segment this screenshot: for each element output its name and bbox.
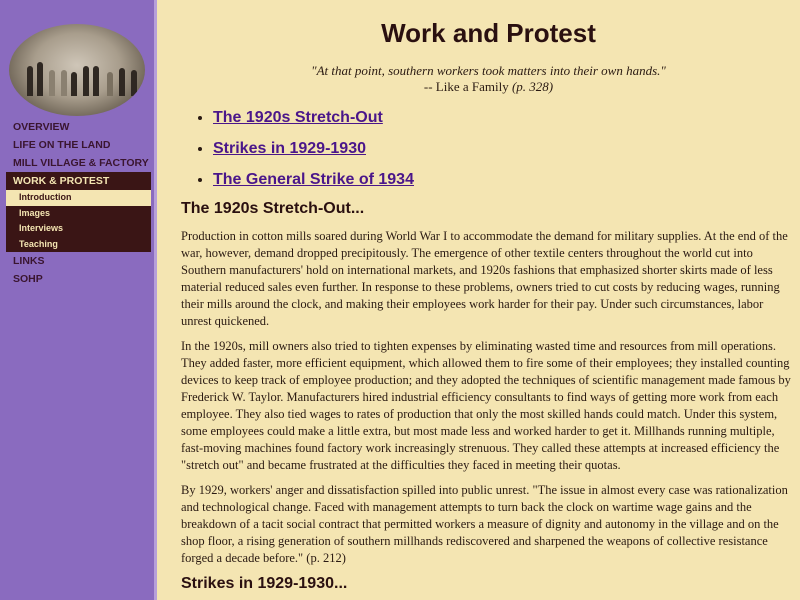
subnav-teaching[interactable]: Teaching: [19, 238, 58, 249]
nav-overview[interactable]: OVERVIEW: [13, 121, 70, 133]
epigraph-source: -- Like a Family: [423, 79, 509, 94]
section-links: [181, 109, 796, 189]
epigraph: [181, 63, 796, 95]
nav-sohp[interactable]: SOHP: [13, 273, 43, 285]
sidebar: [0, 0, 157, 600]
link-strikes-1929[interactable]: Strikes in 1929-1930: [213, 140, 366, 157]
epigraph-quote: "At that point, southern workers took matters into their own hands.": [311, 63, 666, 78]
subnav-interviews[interactable]: Interviews: [19, 223, 64, 233]
nav-life-on-the-land[interactable]: LIFE ON THE LAND: [13, 139, 111, 151]
subnav-images[interactable]: Images: [19, 207, 51, 218]
paragraph: Production in cotton mills soared during World War I to accommodate the demand for military supplies. At the end of the war, however, demand dropped precipitously. The emergence of other textile centers throughout the world cut into Southern manufacturers' hold on international markets, and 1920s fashions that emphasized shorter skirts made of less material reduced sales even further. In response to these problems, owners tried to cut costs by reducing wages, running their mills around the clock, and making their employees work harder for their pay. Under such circumstances, labor unrest quickened.: [181, 229, 788, 328]
link-stretch-out[interactable]: The 1920s Stretch-Out: [213, 109, 383, 126]
nav-mill-village-factory[interactable]: MILL VILLAGE & FACTORY: [13, 157, 149, 169]
subnav: [6, 190, 151, 252]
main-content: [181, 0, 796, 593]
paragraph: By 1929, workers' anger and dissatisfaction spilled into public unrest. "The issue in almost every case was rationalization and technological change. Faced with management attempts to turn back the clock on wartime wage gains and the breakdown of a tacit social contract that permitted workers a measure of dignity and autonomy in the village and on the shop floor, a rising generation of southern millhands rediscovered and sharpened the weapons of collective resistance forged a decade before." (p. 212): [181, 483, 788, 565]
nav-work-protest[interactable]: WORK & PROTEST: [6, 172, 151, 190]
site-nav: [6, 118, 151, 288]
mill-workers-photo: [9, 24, 145, 116]
epigraph-page: (p. 328): [511, 79, 554, 94]
nav-links[interactable]: LINKS: [13, 255, 45, 267]
section-heading: Strikes in 1929-1930...: [181, 575, 348, 592]
link-general-strike[interactable]: The General Strike of 1934: [213, 171, 414, 188]
paragraph: In the 1920s, mill owners also tried to tighten expenses by eliminating wasted time and resources from mill operations. They added faster, more efficient equipment, which allowed them to fire some of their employees; they installed counting devices to keep track of employee production; and they adopted the techniques of scientific management made famous by Frederick W. Taylor. Manufacturers hired industrial efficiency consultants to find ways of getting more work from each employee. They also tied wages to rates of production that only the most skilled hands could match. Under this system, some employees could make a little extra, but most made less and worked harder to get it. Millhands running multiple, fast-moving machines found factory work increasingly strenuous. They called these attempts at increased efficiency the "stretch out" and became frustrated at the difficulties they faced in meeting their quotas.: [181, 339, 791, 472]
section-heading: The 1920s Stretch-Out...: [181, 200, 365, 217]
page-title: Work and Protest: [381, 18, 596, 48]
subnav-introduction[interactable]: Introduction: [6, 190, 151, 206]
